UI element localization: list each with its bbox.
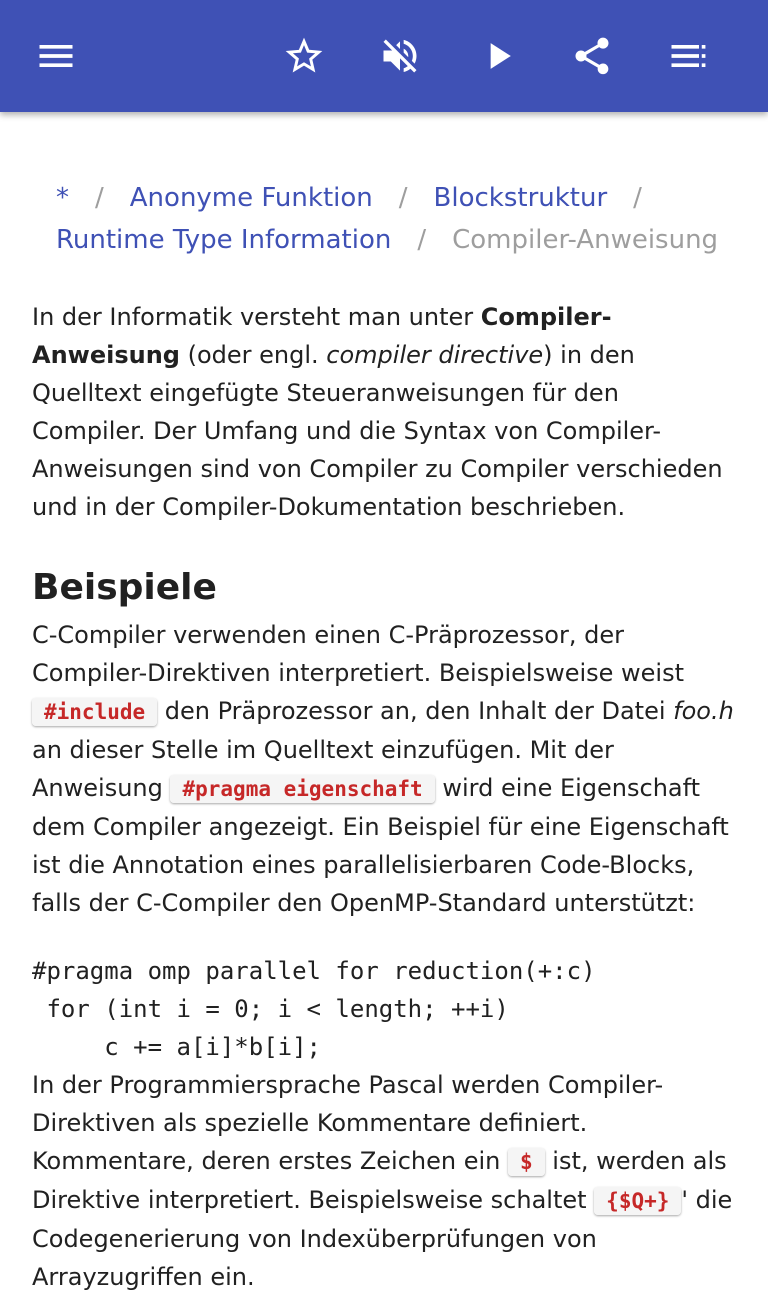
star-icon [282, 34, 326, 78]
intro-text: (oder engl. [179, 341, 327, 369]
paragraph-text: In der Programmiersprache Pascal werden Compiler-Direktiven als spezielle Kommentare definiert. Kommentare, deren erstes Zeichen ein [32, 1071, 664, 1175]
paragraph-text: den Präprozessor an, den Inhalt der Datei [157, 697, 674, 725]
paragraph-text: wird eine Eigenschaft dem Compiler angezeigt. Ein Beispiel für eine Eigenschaft ist die Annotation eines parallelisierbaren Code-Blocks, falls der C-Compiler den OpenMP-Standard unterstützt: [32, 774, 729, 917]
breadcrumb-separator: / [633, 183, 642, 213]
paragraph-text: ist, werden als Direktive interpretiert. Beispielsweise schaltet [32, 1147, 727, 1214]
breadcrumb-current: Compiler-Anweisung [452, 225, 719, 255]
code-line: c += a[i]*b[i]; [32, 1033, 321, 1061]
volume-off-icon [378, 34, 422, 78]
code-line: for (int i = 0; i < length; ++i) [32, 995, 509, 1023]
inline-code: $ [508, 1148, 545, 1176]
breadcrumb-separator: / [398, 183, 408, 213]
breadcrumb-item-root[interactable]: * [56, 183, 69, 213]
inline-code: #include [32, 698, 157, 726]
play-button[interactable] [470, 28, 526, 84]
breadcrumb-item-anonyme-funktion[interactable]: Anonyme Funktion [129, 183, 373, 213]
mute-button[interactable] [372, 28, 428, 84]
contents-button[interactable] [660, 28, 716, 84]
breadcrumb-separator: / [417, 225, 427, 255]
code-line: #pragma omp parallel for reduction(+:c) [32, 957, 596, 985]
pascal-paragraph [32, 1066, 736, 1296]
menu-button[interactable] [28, 28, 84, 84]
menu-icon [34, 34, 78, 78]
intro-term: Compiler-Anweisung [32, 303, 612, 369]
intro-paragraph [32, 298, 736, 526]
inline-code: {$Q+} [594, 1187, 681, 1215]
bookmark-button[interactable] [276, 28, 332, 84]
intro-text: ) in den Quelltext eingefügte Steueranweisungen für den Compiler. Der Umfang und die Syntax von Compiler-Anweisungen sind von Compiler zu Compiler verschieden und in der Compiler-Dokumentation beschrieben. [32, 341, 723, 521]
intro-text: In der Informatik versteht man unter [32, 303, 481, 331]
paragraph-text: an dieser Stelle im Quelltext einzufügen. Mit der Anweisung [32, 736, 614, 802]
share-icon [570, 34, 614, 78]
file-name: foo.h [673, 697, 734, 725]
paragraph-text: ' die Codegenerierung von Indexüberprüfungen von Arrayzugriffen ein. [32, 1186, 733, 1291]
playlist-icon [666, 34, 710, 78]
breadcrumb-item-runtime-type-information[interactable]: Runtime Type Information [56, 225, 392, 255]
intro-english-term: compiler directive [326, 341, 544, 369]
breadcrumb [56, 177, 736, 261]
examples-paragraph [32, 616, 736, 922]
breadcrumb-item-blockstruktur[interactable]: Blockstruktur [433, 183, 608, 213]
paragraph-text: C-Compiler verwenden einen C-Präprozessor, der Compiler-Direktiven interpretiert. Beispielsweise weist [32, 621, 685, 687]
breadcrumb-separator: / [95, 183, 104, 213]
play-icon [476, 34, 520, 78]
inline-code: #pragma eigenschaft [170, 775, 434, 803]
section-heading-beispiele: Beispiele [32, 567, 217, 608]
app-toolbar [0, 0, 768, 112]
share-button[interactable] [564, 28, 620, 84]
code-block [32, 952, 596, 1066]
